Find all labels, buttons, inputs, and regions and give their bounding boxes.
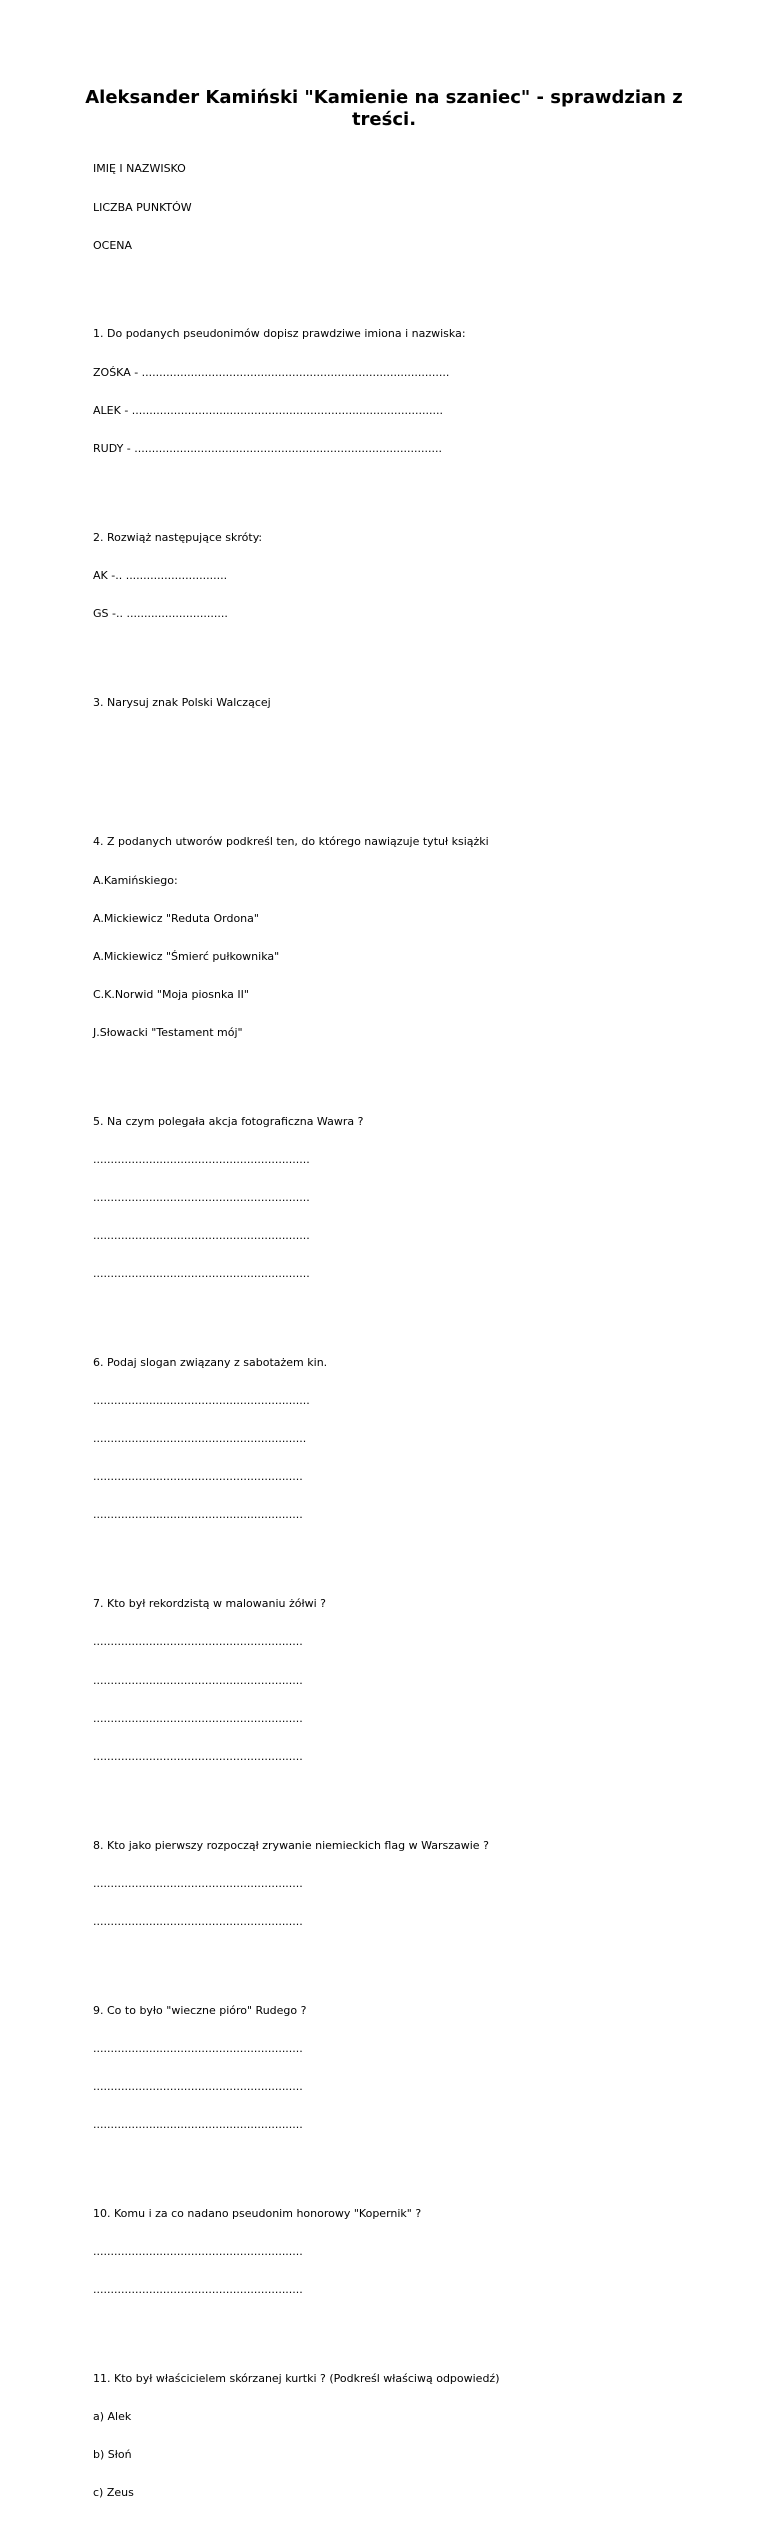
q10-question: 10. Komu i za co nadano pseudonim honorowy "Kopernik" ?	[93, 2206, 422, 2220]
q4-option: J.Słowacki "Testament mój"	[93, 1025, 243, 1039]
q2-answer-line: AK -.. .............................	[93, 568, 228, 582]
q2-question: 2. Rozwiąż następujące skróty:	[93, 530, 263, 544]
q9-answer-line: ............................................................	[93, 2117, 303, 2131]
q5-question: 5. Na czym polegała akcja fotograficzna Wawra ?	[93, 1114, 364, 1128]
q6-answer-line: ............................................................	[93, 1470, 303, 1484]
q5-answer-line: ..............................................................	[93, 1267, 310, 1281]
test-body	[93, 138, 733, 2525]
q8-answer-line: ............................................................	[93, 1914, 303, 1928]
q11-question: 11. Kto był właścicielem skórzanej kurtki ? (Podkreśl właściwą odpowiedź)	[93, 2371, 500, 2385]
q3-drawing-area	[93, 735, 733, 799]
q4-question: 4. Z podanych utworów podkreśl ten, do którego nawiązuje tytuł książki	[93, 835, 489, 849]
header-name: IMIĘ I NAZWISKO	[93, 162, 186, 176]
q6-answer-line: ............................................................	[93, 1508, 303, 1522]
q4-line: A.Kamińskiego:	[93, 873, 178, 887]
q1-question: 1. Do podanych pseudonimów dopisz prawdziwe imiona i nazwiska:	[93, 327, 466, 341]
q5-answer-line: ..............................................................	[93, 1152, 310, 1166]
q8-question: 8. Kto jako pierwszy rozpoczął zrywanie niemieckich flag w Warszawie ?	[93, 1838, 489, 1852]
q6-answer-line: ..............................................................	[93, 1394, 310, 1408]
q5-answer-line: ..............................................................	[93, 1229, 310, 1243]
q2-answer-line: GS -.. .............................	[93, 606, 228, 620]
q7-answer-line: ............................................................	[93, 1711, 303, 1725]
q9-answer-line: ............................................................	[93, 2079, 303, 2093]
q7-answer-line: ............................................................	[93, 1635, 303, 1649]
header-grade: OCENA	[93, 238, 133, 252]
q3-question: 3. Narysuj znak Polski Walczącej	[93, 695, 271, 709]
q10-answer-line: ............................................................	[93, 2244, 303, 2258]
q7-answer-line: ............................................................	[93, 1673, 303, 1687]
q7-answer-line: ............................................................	[93, 1749, 303, 1763]
header-points: LICZBA PUNKTÓW	[93, 200, 192, 214]
q9-question: 9. Co to było "wieczne pióro" Rudego ?	[93, 2003, 307, 2017]
q1-answer-line: RUDY - ........................................................................................	[93, 441, 442, 455]
q6-question: 6. Podaj slogan związany z sabotażem kin.	[93, 1356, 328, 1370]
q5-answer-line: ..............................................................	[93, 1190, 310, 1204]
q7-question: 7. Kto był rekordzistą w malowaniu żółwi ?	[93, 1597, 327, 1611]
q4-option: A.Mickiewicz "Reduta Ordona"	[93, 911, 259, 925]
q1-answer-line: ZOŚKA - ........................................................................................	[93, 365, 450, 379]
title-line-1: Aleksander Kamiński "Kamienie na szaniec" - sprawdzian z	[85, 87, 683, 108]
q11-option: c) Zeus	[93, 2486, 134, 2500]
q4-option: C.K.Norwid "Moja piosnka II"	[93, 987, 249, 1001]
q9-answer-line: ............................................................	[93, 2041, 303, 2055]
q4-option: A.Mickiewicz "Śmierć pułkownika"	[93, 949, 280, 963]
q11-option: a) Alek	[93, 2410, 132, 2424]
q10-answer-line: ............................................................	[93, 2283, 303, 2297]
page-title	[60, 87, 708, 131]
q8-answer-line: ............................................................	[93, 1876, 303, 1890]
q1-answer-line: ALEK - .........................................................................................	[93, 403, 443, 417]
q11-option: b) Słoń	[93, 2448, 132, 2462]
q6-answer-line: .............................................................	[93, 1432, 307, 1446]
title-line-2: treści.	[351, 109, 417, 130]
